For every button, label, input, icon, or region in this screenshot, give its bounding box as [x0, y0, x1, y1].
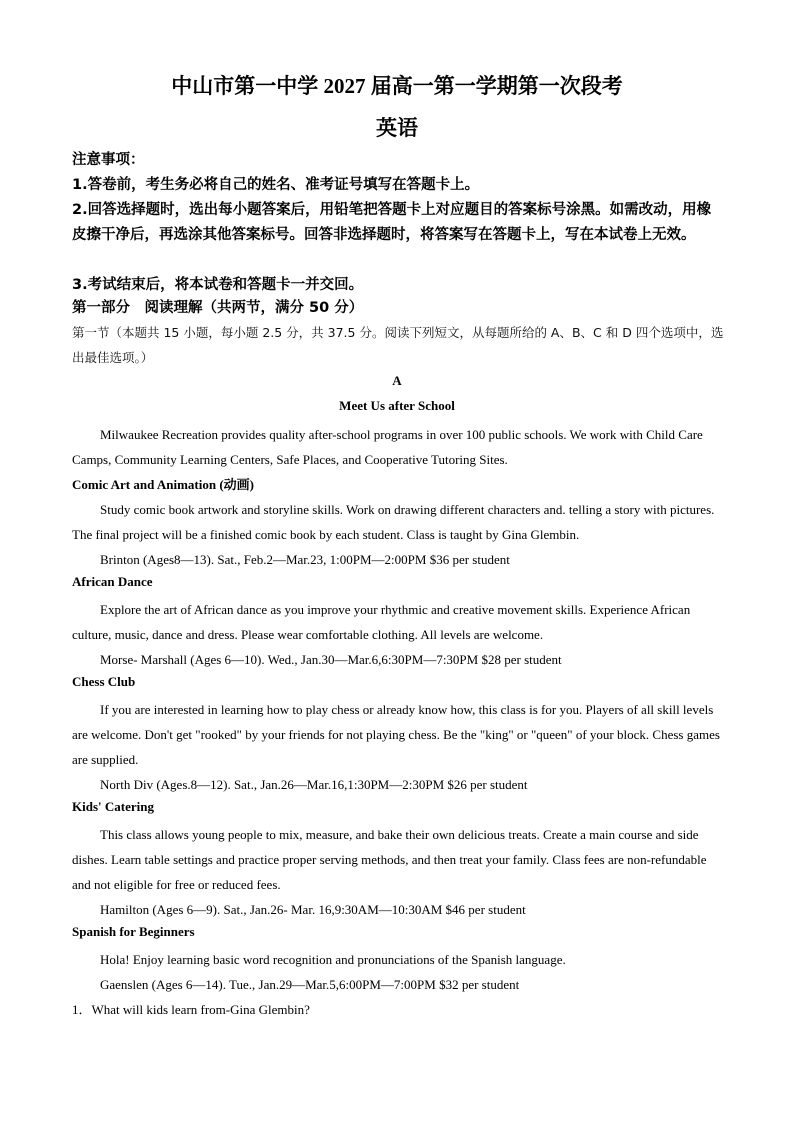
- passage-title: Meet Us after School: [339, 398, 455, 413]
- course-info: North Div (Ages.8—12). Sat., Jan.26—Mar.16,1:30PM—2:30PM $26 per student: [100, 777, 528, 792]
- course-heading: Chess Club: [72, 674, 136, 689]
- course-heading: Kids' Catering: [72, 799, 154, 814]
- course-heading: African Dance: [72, 574, 153, 589]
- course-heading: Comic Art and Animation (动画): [72, 477, 255, 492]
- course-description: Explore the art of African dance as you improve your rhythmic and creative movement skills. Experience African culture, music, dance and dress. Please wear comfortable clothing. All levels are welcome.: [72, 602, 691, 642]
- question-1: 1．What will kids learn from-Gina Glembin?: [72, 1002, 310, 1017]
- notice-item-1: 1.答卷前，考生务必将自己的姓名、准考证号填写在答题卡上。: [72, 177, 480, 193]
- course-description: Hola! Enjoy learning basic word recognition and pronunciations of the Spanish language.: [100, 952, 566, 967]
- course-info: Brinton (Ages8—13). Sat., Feb.2—Mar.23, 1:00PM—2:00PM $36 per student: [100, 552, 510, 567]
- course-heading: Spanish for Beginners: [72, 924, 195, 939]
- passage-label: A: [392, 373, 402, 388]
- part-one-heading: 第一部分 阅读理解（共两节，满分 50 分）: [72, 300, 364, 316]
- notice-heading: 注意事项：: [72, 152, 145, 168]
- course-info: Morse- Marshall (Ages 6—10). Wed., Jan.30—Mar.6,6:30PM—7:30PM $28 per student: [100, 652, 562, 667]
- subject-title: 英语: [376, 116, 418, 140]
- course-info: Hamilton (Ages 6—9). Sat., Jan.26- Mar. 16,9:30AM—10:30AM $46 per student: [100, 902, 526, 917]
- course-description: This class allows young people to mix, measure, and bake their own delicious treats. Create a main course and side dishes. Learn table settings and practice proper serving methods, and then treat your family. Class fees are non-refundable and not eligible for free or reduced fees.: [72, 827, 707, 892]
- course-description: If you are interested in learning how to play chess or already know how, this class is for you. Players of all skill levels are welcome. Don't get "rooked" by your friends for not playing chess. Be the "king" or "queen" of your block. Chess games are supplied.: [72, 702, 720, 767]
- passage-intro: Milwaukee Recreation provides quality after-school programs in over 100 public schools. We work with Child Care Camps, Community Learning Centers, Safe Places, and Cooperative Tutoring Sites.: [72, 427, 703, 467]
- exam-title: 中山市第一中学 2027 届高一第一学期第一次段考: [171, 74, 623, 98]
- section-one-instructions: 第一节（本题共 15 小题，每小题 2.5 分，共 37.5 分。阅读下列短文，从每题所给的 A、B、C 和 D 四个选项中，选出最佳选项。）: [72, 325, 724, 365]
- notice-item-2: 2.回答选择题时，选出每小题答案后，用铅笔把答题卡上对应题目的答案标号涂黑。如需改动，用橡皮擦干净后，再选涂其他答案标号。回答非选择题时，将答案写在答题卡上，写在本试卷上无效。: [72, 202, 712, 243]
- notice-item-3: 3.考试结束后，将本试卷和答题卡一并交回。: [72, 277, 364, 293]
- course-info: Gaenslen (Ages 6—14). Tue., Jan.29—Mar.5,6:00PM—7:00PM $32 per student: [100, 977, 520, 992]
- course-description: Study comic book artwork and storyline skills. Work on drawing different characters and. telling a story with pictures. The final project will be a finished comic book by each student. Class is taught by Gina Glembin.: [72, 502, 715, 542]
